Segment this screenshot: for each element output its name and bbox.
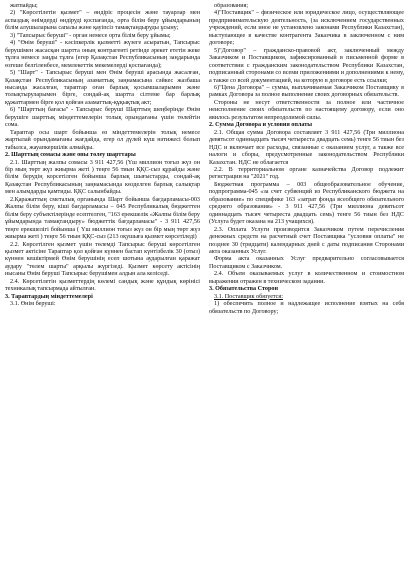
kk-paragraph: 3.1. Өнім беруші: [10,301,56,308]
kk-paragraph: 2.2. Көрсетілген қызмет үшін төлемді Тапсырыс беруші көрсетілген қызмет актісіне Тараптар қол қойған күннен бастап күнтізбелік 30 (отыз) күннен кешіктірмей Өнім берушінің есеп шотына аударылған қаражат аудару "төлем шарты" арқылы жүргізеді. Қызмет көрсету актісінің нысаны Өнім беруші Тапсырыс берушімен алдын ала келіседі. [5,241,200,278]
kk-paragraph: 6) "Шарттың бағасы" - Тапсырыс беруші Шарттың шеңберінде Өнім берушіге шарттық міндеттемелерін толық орындағаны үшін төлейтін сома. [5,107,200,129]
kk-paragraph: 5) "Шарт" - Тапсырыс беруші мен Өнім беруші арасында жасалған, Қазақстан Республикасының азаматтық заңнамасына сәйкес жазбаша нысанда жасалған, тараптар оған барлық қосымшаларымен және толықтыруларымен бірге, сондай-ақ шартта сілтеме бар барлық құжаттармен бірге қол қойған азаматтық-құқықтық акт; [5,70,200,106]
kk-section-heading: 3. Тараптардың міндеттемелері [5,293,93,300]
ru-paragraph: образования; [214,3,249,9]
ru-paragraph: 5)"Договор" – гражданско-правовой акт, заключенный между Заказчиком и Поставщиком, зафиксированный в письменной форме в соответствии с гражданским законодательством Республики Казахстан, подписанный сторонами со всеми приложениями и дополнениями к нему, а также со всей документацией, на которую в договоре есть ссылки; [209,47,404,84]
ru-paragraph: 2.4. Объем оказываемых услуг в количественном и стоимостном выражении отражен в техническом задании. [209,271,404,285]
ru-section-heading: 3. Обязательства Сторон [209,286,279,293]
kk-paragraph: 2.1. Шарттың жалпы сомасы 3 911 427,56 (Үш миллион тоғыз жүз он бір мың төрт жүз жиырма жеті ) теңге 56 тиын ҚҚС-сыз құрайды және білім берудің корсетілген бойынша барлық шығыстарды, сондай-ақ Қазақстан Республикасының заңнамасында көзделген барлық салықтар мен алымдарды қамтиды. ҚҚС салынбайды. [5,159,200,196]
ru-paragraph: 1) обеспечить полное и надлежащее исполнение взятых на себя обязательств по Договору; [209,301,404,315]
ru-paragraph: 2.2. В территориальном органе казначейства Договор подлежит регистрации на "2021" год. [209,166,404,181]
kazakh-text-column [5,3,200,569]
kk-paragraph: 2.Қаражаттың сметалық органында Шарт бойынша бағдарламасы-003 Жалпы білім беру, кіші бағдарламасы – 045 Республикалық бюджеттен білім беру субъектілерінде есептелген, "163 ерекшелік «Жалпы білім беру ұйымдарында тамақтандыру» бюджеттік бағдарламасы" - 3 911 427,56 теңге ерекшелігі бойынша ( Үш миллион тоғыз жүз он бір мың төрт жүз жиырма жеті ) теңге 56 тиын ҚҚС-сыз (213 оқушыға қызмет көрсетіледі) [5,196,200,241]
kk-paragraph: жатпайды; [10,3,38,9]
ru-paragraph: 2.1. Общая сумма Договора составляет 3 911 427,56 (Три миллиона девятьсот одиннадцать тысяч четыреста двадцать семь) тенге 56 тиын без НДС и включает все расходы, связанные с оказанием услуг, а также все налоги и сборы, предусмотренные законодательством Республики Казахстан. НДС не облагается [209,129,404,166]
kk-paragraph: 2) "Көрсетілетін қызмет" – өндіріс процесін және тауарлар мен аспаздық өнімдерді өндіруді қоспағанда, орта білім беру ұйымдарының білім алушыларына сапалы және қауіпсіз тамақтандыруды ұсыну; [5,10,200,32]
ru-paragraph: Форма акта оказанных Услуг предварительно согласовывается Поставщиком с Заказчиком. [209,256,404,270]
russian-text-column [209,3,404,569]
ru-section-heading: 2. Сумма Договора и условия оплаты [209,122,313,129]
ru-paragraph: Стороны не несут ответственности за полное или частичное неисполнение своих обязательств по настоящему договору, если оно явилось результатом непреодолимой силы. [209,99,404,121]
ru-paragraph: 2.3. Оплата Услуги производится Заказчиком путем перечисления денежных средств на расчетный счет Поставщика "условия оплаты" не позднее 30 (тридцати) календарных дней с даты подписания Сторонами акта оказанных Услуг. [209,226,404,255]
ru-paragraph: 6)"Цена Договора" – сумма, выплачиваемая Заказчиком Поставщику в рамках Договора за полное выполнение своих договорных обязательств. [209,84,404,99]
ru-paragraph: 3.1. Поставщик обязуется: [214,293,283,300]
kk-paragraph: 3) "Тапсырыс беруші" - орган немесе орта білім беру ұйымы; [10,32,171,39]
kk-paragraph: Тараптар осы шарт бойынша өз міндеттемелерін толық немесе жартылай орындамағаны жағдайда, егер ол дүлей күш нәтижесі болып табылса, жауапкершілік алмайды. [5,129,200,151]
kk-section-heading: 2. Шарттың сомасы және оны төлеу шарттары [5,152,136,159]
ru-paragraph: 4)"Поставщик" – физическое или юридическое лицо, осуществляющее предпринимательскую деятельность, (за исключением государственных учреждений, если иное не установлено законами Республики Казахстан), выступающее в качестве контрагента Заказчика в заключенном с ним договоре; [209,10,404,47]
ru-paragraph: Бюджетная программа – 003 общеобразовательное обучение, подпрограмма-045 «за счет субвенций из Республиканского бюджета на образование» по специфике 163 «затрат фонда всеобщего обязательного среднего образования» - 3 911 427,56 (Три миллиона девятьсот одиннадцать тысяч четыреста двадцать семь) тенге 56 тиын без НДС (Услуга будет оказана на 213 учащихся). [209,181,404,226]
kk-paragraph: 2.4. Көрсетілетін қызметтердің көлемі сандық және құндық көрінісі техникалық тапсырмада айтылған. [5,278,200,293]
kk-paragraph: 4) "Өнім беруші" - кәсіпкерлік қызметті жүзеге асыратын, Тапсырыс берушімен жасасқан шартта оның контрагенті ретінде әрекет ететін жеке тұлға немесе заңды тұлға (егер Қазақстан Республикасының заңдарында өзгеше белгіленбесе, мемлекеттік мекемелерді қоспағанда); [5,40,200,69]
